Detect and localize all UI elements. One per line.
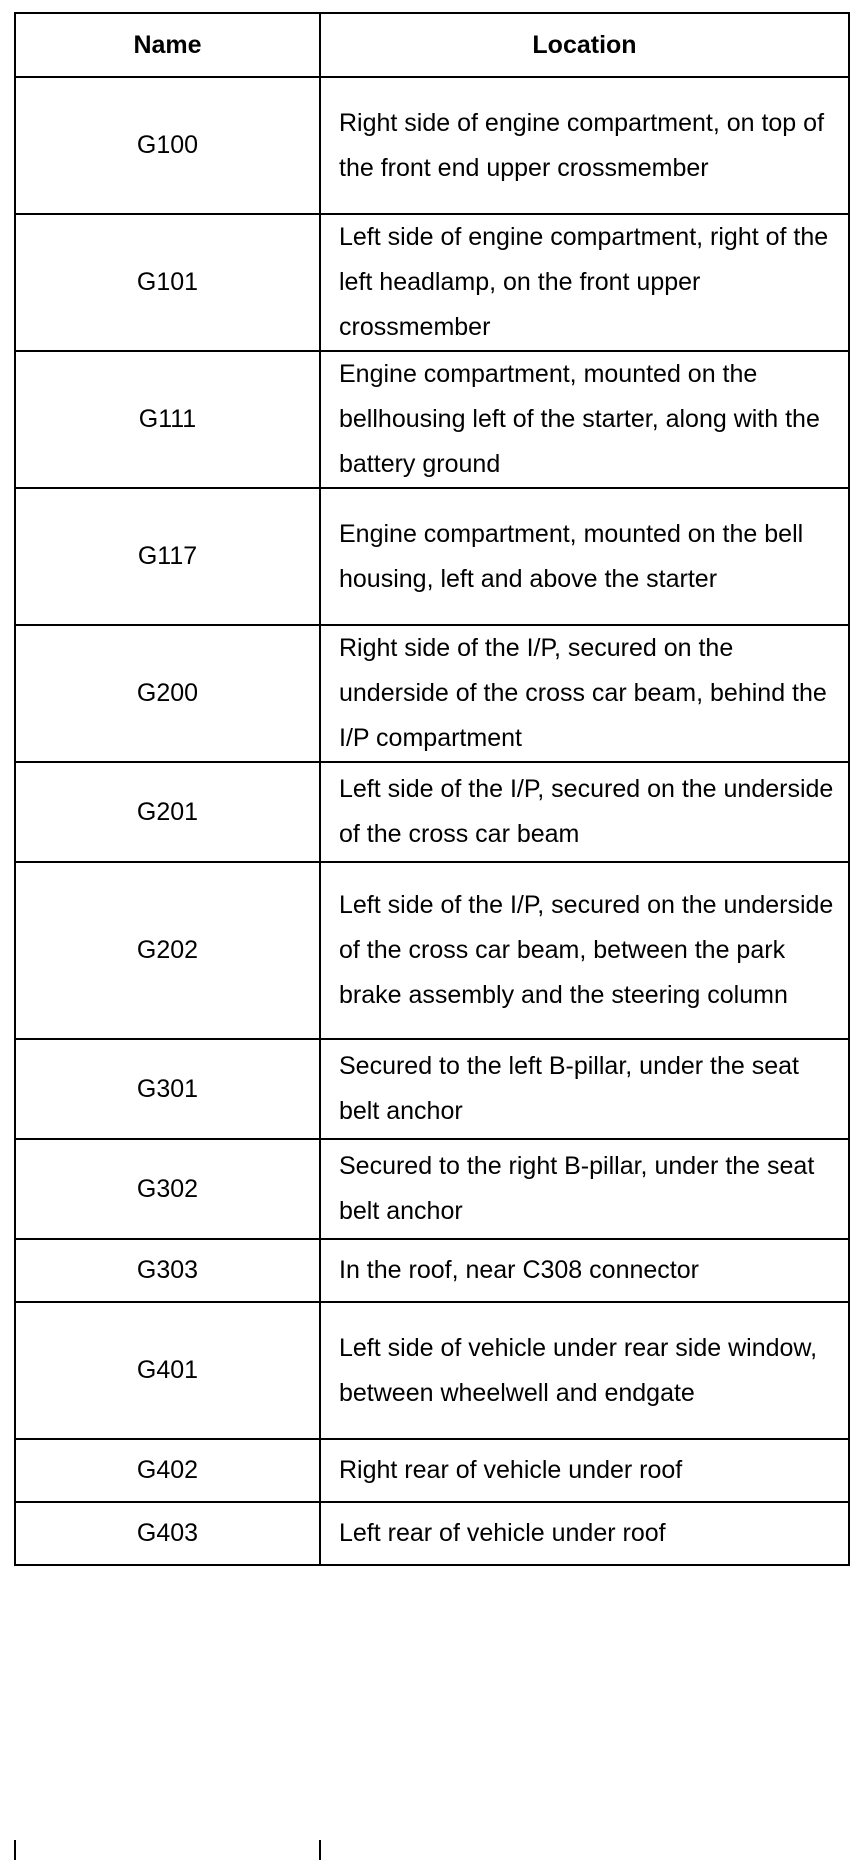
- ground-location-text: Left rear of vehicle under roof: [339, 1519, 666, 1547]
- table-row: [15, 625, 849, 762]
- ground-location: [320, 214, 849, 351]
- ground-name: G202: [15, 862, 320, 1039]
- header-name: Name: [15, 13, 320, 77]
- ground-location: [320, 1139, 849, 1239]
- table-row: [15, 1439, 849, 1502]
- table-row: [15, 1139, 849, 1239]
- ground-name: G303: [15, 1239, 320, 1302]
- ground-name: G111: [15, 351, 320, 488]
- ground-name: G117: [15, 488, 320, 625]
- table-continuation-divider: [319, 1840, 321, 1860]
- table-row: [15, 1302, 849, 1439]
- table-row: [15, 762, 849, 862]
- ground-location-text: Left side of engine compartment, right of the left headlamp, on the front upper crossmember: [339, 223, 829, 341]
- table-continuation-left-border: [14, 1840, 16, 1860]
- ground-location-text: Left side of the I/P, secured on the underside of the cross car beam: [339, 775, 834, 848]
- ground-location: [320, 488, 849, 625]
- ground-location-text: Secured to the left B-pillar, under the seat belt anchor: [339, 1052, 799, 1125]
- ground-name: G403: [15, 1502, 320, 1565]
- ground-name: G302: [15, 1139, 320, 1239]
- ground-location: [320, 77, 849, 214]
- table-header-row: [15, 13, 849, 77]
- table-row: [15, 1239, 849, 1302]
- table-row: [15, 1039, 849, 1139]
- ground-name: G401: [15, 1302, 320, 1439]
- ground-location: [320, 351, 849, 488]
- ground-location: [320, 1039, 849, 1139]
- ground-location: [320, 1239, 849, 1302]
- table-row: [15, 488, 849, 625]
- table-row: [15, 77, 849, 214]
- ground-location: [320, 762, 849, 862]
- table-row: [15, 1502, 849, 1565]
- ground-location: [320, 625, 849, 762]
- ground-location-text: Right rear of vehicle under roof: [339, 1456, 683, 1484]
- ground-location-text: Engine compartment, mounted on the bellhousing left of the starter, along with the battery ground: [339, 360, 820, 478]
- ground-location: [320, 1439, 849, 1502]
- ground-location: [320, 1502, 849, 1565]
- ground-name: G201: [15, 762, 320, 862]
- ground-location-text: Right side of engine compartment, on top of the front end upper crossmember: [339, 108, 825, 182]
- ground-location-text: Right side of the I/P, secured on the underside of the cross car beam, behind the I/P compartment: [339, 634, 827, 752]
- ground-locations-table: [14, 12, 850, 1566]
- ground-location-text: Left side of the I/P, secured on the underside of the cross car beam, between the park brake assembly and the steering column: [339, 891, 834, 1009]
- ground-name: G301: [15, 1039, 320, 1139]
- ground-location-text: Left side of vehicle under rear side window, between wheelwell and endgate: [339, 1333, 818, 1407]
- ground-location: [320, 862, 849, 1039]
- header-location: Location: [320, 13, 849, 77]
- ground-name: G101: [15, 214, 320, 351]
- ground-name: G200: [15, 625, 320, 762]
- ground-location-text: In the roof, near C308 connector: [339, 1256, 699, 1284]
- ground-location: [320, 1302, 849, 1439]
- table-row: [15, 214, 849, 351]
- ground-location-text: Secured to the right B-pillar, under the seat belt anchor: [339, 1152, 815, 1225]
- table-row: [15, 862, 849, 1039]
- ground-location-text: Engine compartment, mounted on the bell housing, left and above the starter: [339, 519, 804, 593]
- table-row: [15, 351, 849, 488]
- ground-name: G100: [15, 77, 320, 214]
- ground-name: G402: [15, 1439, 320, 1502]
